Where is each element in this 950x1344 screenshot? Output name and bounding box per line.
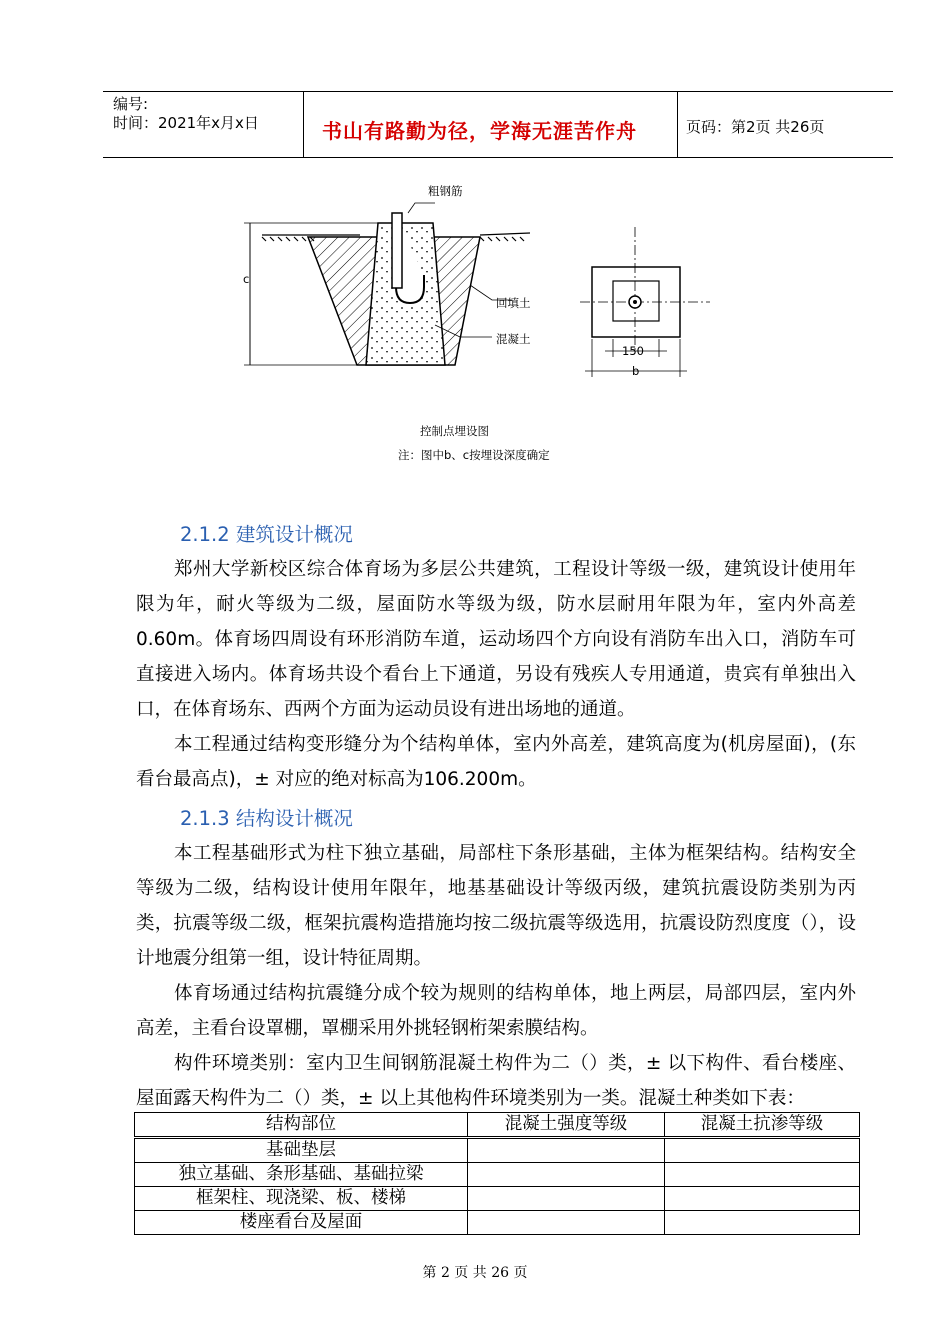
section-213-paragraph-2: 体育场通过结构抗震缝分成个较为规则的结构单体，地上两层，局部四层，室内外高差，主看台设罩棚，罩棚采用外挑轻钢桁架索膜结构。 [136, 983, 856, 1039]
table-cell: 框架柱、现浇梁、板、楼梯 [135, 1187, 468, 1211]
table-header-row [135, 1113, 860, 1138]
header-top-rule [103, 91, 893, 92]
section-213-paragraph-3: 构件环境类别：室内卫生间钢筋混凝土构件为二（）类，± 以下构件、看台楼座、屋面露天构件为二（）类，± 以上其他构件环境类别为一类。混凝土种类如下表： [136, 1053, 856, 1109]
table-cell [468, 1187, 665, 1211]
table-cell: 基础垫层 [135, 1138, 468, 1163]
header-bottom-rule [103, 157, 893, 158]
section-213-paragraph-1: 本工程基础形式为柱下独立基础，局部柱下条形基础，主体为框架结构。结构安全等级为二级，结构设计使用年限年，地基基础设计等级丙级，建筑抗震设防类别为丙类，抗震等级二级，框架抗震构造措施均按二级抗震等级选用，抗震设防烈度度（），设计地震分组第一组，设计特征周期。 [136, 843, 856, 969]
label-150: 150 [622, 344, 644, 358]
table-row [135, 1163, 860, 1187]
table-row [135, 1138, 860, 1163]
table-row [135, 1211, 860, 1235]
page-footer: 第 2 页 共 26 页 [422, 1265, 528, 1281]
table-cell [468, 1163, 665, 1187]
table-cell: 楼座看台及屋面 [135, 1211, 468, 1235]
header-divider-right [677, 91, 678, 157]
table-cell: 独立基础、条形基础、基础拉梁 [135, 1163, 468, 1187]
header-number-label: 编号: [113, 95, 149, 113]
header-page-label: 页码：第2页 共26页 [686, 118, 825, 136]
control-point-figure [230, 175, 710, 475]
section-213-body [136, 836, 856, 1116]
label-backfill: 回填土 [496, 296, 531, 310]
section-212-paragraph-2: 本工程通过结构变形缝分为个结构单体，室内外高差，建筑高度为(机房屋面)，(东看台最高点)，± 对应的绝对标高为106.200m。 [136, 734, 856, 790]
table-cell [468, 1138, 665, 1163]
table-header-cell: 结构部位 [135, 1113, 468, 1138]
label-b: b [632, 364, 640, 378]
label-rebar: 粗钢筋 [428, 184, 463, 198]
figure-caption: 控制点埋设图 [420, 424, 489, 438]
header-slogan: 书山有路勤为径，学海无涯苦作舟 [322, 119, 637, 143]
header-time-label: 时间：2021年x月x日 [113, 114, 259, 132]
table-cell [665, 1138, 860, 1163]
header-divider-left [303, 91, 304, 157]
section-213-heading: 2.1.3 结构设计概况 [180, 807, 353, 830]
table-row [135, 1187, 860, 1211]
table-cell [665, 1211, 860, 1235]
table-cell [665, 1163, 860, 1187]
concrete-type-table [134, 1112, 860, 1235]
table-cell [665, 1187, 860, 1211]
table-cell [468, 1211, 665, 1235]
plan-view [580, 227, 710, 377]
figure-note: 注：图中b、c按埋设深度确定 [398, 448, 550, 462]
section-212-body [136, 552, 856, 797]
section-212-heading: 2.1.2 建筑设计概况 [180, 523, 353, 546]
table-header-cell: 混凝土抗渗等级 [665, 1113, 860, 1138]
label-c: c [243, 272, 250, 286]
label-concrete: 混凝土 [496, 332, 531, 346]
table-header-cell: 混凝土强度等级 [468, 1113, 665, 1138]
section-212-paragraph-1: 郑州大学新校区综合体育场为多层公共建筑，工程设计等级一级，建筑设计使用年限为年，耐火等级为二级，屋面防水等级为级，防水层耐用年限为年，室内外高差0.60m。体育场四周设有环形消防车道，运动场四个方向设有消防车出入口，消防车可直接进入场内。体育场共设个看台上下通道，另设有残疾人专用通道，贵宾有单独出入口，在体育场东、西两个方面为运动员设有进出场地的通道。 [136, 559, 856, 720]
